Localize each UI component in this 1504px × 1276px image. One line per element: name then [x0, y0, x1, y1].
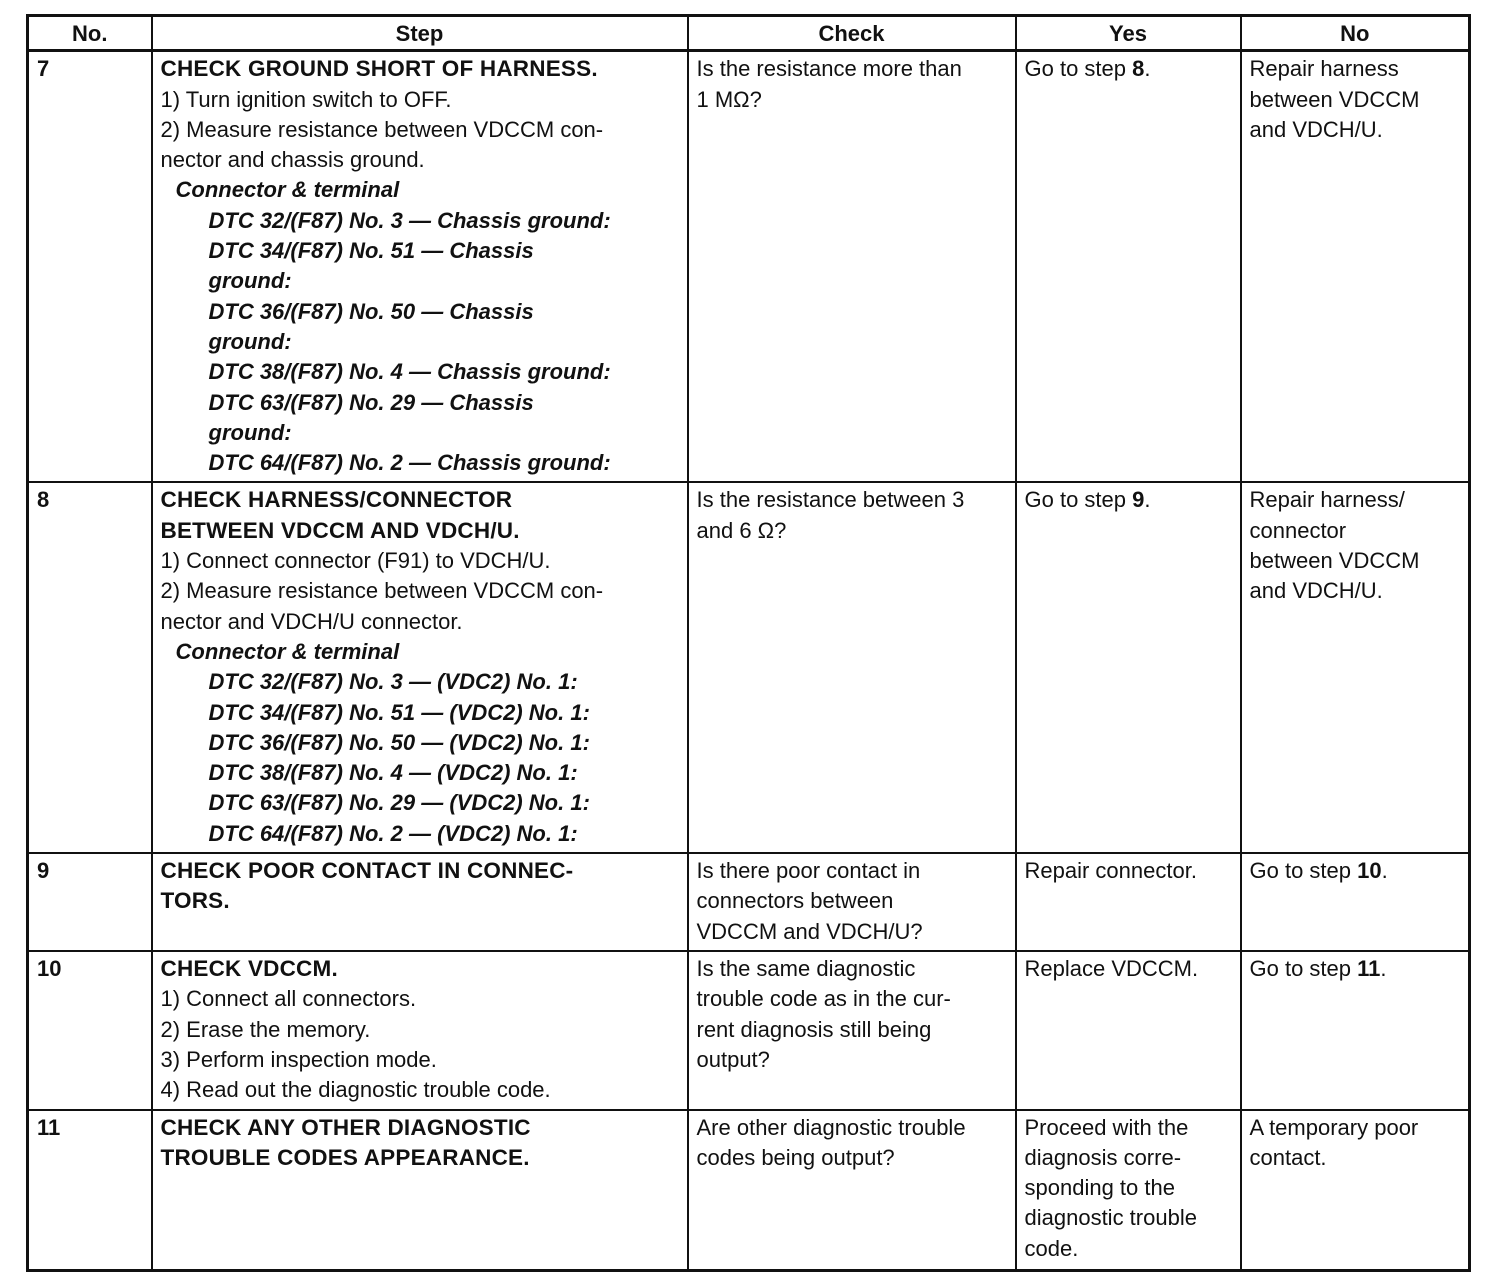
step-cell	[152, 482, 688, 853]
no-suffix: .	[1381, 858, 1388, 884]
instruction-line: 2) Measure resistance between VDCCM con-	[160, 116, 604, 142]
table-row	[28, 51, 1470, 483]
step-title: CHECK GROUND SHORT OF HARNESS.	[160, 56, 598, 82]
terminal-line: ground:	[208, 328, 292, 354]
terminal-line: DTC 34/(F87) No. 51 — Chassis	[208, 238, 534, 264]
yes-text: Go to step	[1024, 56, 1133, 82]
check-cell	[688, 951, 1016, 1109]
instruction-line: nector and VDCH/U connector.	[160, 608, 463, 634]
check-cell	[688, 482, 1016, 853]
step-cell	[152, 951, 688, 1109]
no-line: and VDCH/U.	[1249, 116, 1383, 142]
step-number: 11	[28, 1110, 152, 1271]
yes-line: code.	[1024, 1235, 1079, 1261]
yes-line: Proceed with the	[1024, 1114, 1189, 1140]
terminal-line: DTC 64/(F87) No. 2 — Chassis ground:	[208, 450, 611, 476]
yes-text: Repair connector.	[1024, 858, 1197, 884]
step-number: 8	[28, 482, 152, 853]
step-title: TORS.	[160, 888, 230, 914]
step-cell	[152, 853, 688, 951]
check-line: Is there poor contact in	[696, 858, 921, 884]
check-line: Are other diagnostic trouble	[696, 1114, 966, 1140]
no-text: Go to step	[1249, 956, 1358, 982]
step-reference: 11	[1357, 956, 1381, 982]
check-line: rent diagnosis still being	[696, 1016, 932, 1042]
no-cell	[1241, 853, 1470, 951]
table-header-row	[28, 16, 1470, 51]
no-cell	[1241, 951, 1470, 1109]
step-title: TROUBLE CODES APPEARANCE.	[160, 1144, 530, 1170]
yes-cell	[1016, 1110, 1241, 1271]
check-cell	[688, 51, 1016, 483]
terminal-line: DTC 34/(F87) No. 51 — (VDC2) No. 1:	[208, 699, 590, 725]
yes-suffix: .	[1144, 56, 1151, 82]
no-line: Repair harness/	[1249, 487, 1405, 513]
instruction-line: 3) Perform inspection mode.	[160, 1046, 437, 1072]
connector-terminal-heading: Connector & terminal	[175, 638, 400, 664]
step-reference: 8	[1132, 56, 1145, 82]
instruction-line: 2) Measure resistance between VDCCM con-	[160, 578, 604, 604]
check-line: VDCCM and VDCH/U?	[696, 918, 923, 944]
terminal-line: ground:	[208, 419, 292, 445]
terminal-line: DTC 38/(F87) No. 4 — Chassis ground:	[208, 359, 611, 385]
step-title: BETWEEN VDCCM AND VDCH/U.	[160, 517, 520, 543]
check-cell	[688, 1110, 1016, 1271]
connector-terminal-heading: Connector & terminal	[175, 177, 400, 203]
no-cell	[1241, 482, 1470, 853]
check-line: trouble code as in the cur-	[696, 986, 951, 1012]
step-cell	[152, 1110, 688, 1271]
no-line: A temporary poor	[1249, 1114, 1419, 1140]
table-row	[28, 1110, 1470, 1271]
step-title: CHECK HARNESS/CONNECTOR	[160, 487, 513, 513]
terminal-line: DTC 32/(F87) No. 3 — Chassis ground:	[208, 207, 611, 233]
yes-line: diagnostic trouble	[1024, 1205, 1197, 1231]
yes-text: Replace VDCCM.	[1024, 956, 1199, 982]
step-cell	[152, 51, 688, 483]
instruction-line: nector and chassis ground.	[160, 147, 425, 173]
no-line: Repair harness	[1249, 56, 1399, 82]
yes-line: sponding to the	[1024, 1175, 1175, 1201]
no-line: and VDCH/U.	[1249, 578, 1383, 604]
check-line: connectors between	[696, 888, 894, 914]
step-reference: 10	[1357, 858, 1382, 884]
header-step: Step	[152, 16, 688, 51]
instruction-line: 1) Connect all connectors.	[160, 986, 417, 1012]
instruction-line: 1) Connect connector (F91) to VDCH/U.	[160, 548, 551, 574]
terminal-line: DTC 63/(F87) No. 29 — (VDC2) No. 1:	[208, 790, 590, 816]
header-yes: Yes	[1016, 16, 1241, 51]
check-line: codes being output?	[696, 1144, 895, 1170]
step-reference: 9	[1132, 487, 1145, 513]
no-line: between VDCCM	[1249, 548, 1420, 574]
step-title: CHECK VDCCM.	[160, 956, 338, 982]
terminal-line: DTC 36/(F87) No. 50 — Chassis	[208, 298, 534, 324]
no-suffix: .	[1380, 956, 1387, 982]
check-line: 1 MΩ?	[696, 86, 762, 112]
check-line: output?	[696, 1046, 770, 1072]
step-number: 9	[28, 853, 152, 951]
instruction-line: 1) Turn ignition switch to OFF.	[160, 86, 452, 112]
yes-text: Go to step	[1024, 487, 1133, 513]
table-row	[28, 482, 1470, 853]
table-row	[28, 951, 1470, 1109]
terminal-line: ground:	[208, 268, 292, 294]
terminal-line: DTC 36/(F87) No. 50 — (VDC2) No. 1:	[208, 729, 590, 755]
header-check: Check	[688, 16, 1016, 51]
check-line: Is the resistance between 3	[696, 487, 965, 513]
check-line: Is the resistance more than	[696, 56, 962, 82]
no-cell	[1241, 51, 1470, 483]
yes-cell	[1016, 853, 1241, 951]
no-line: between VDCCM	[1249, 86, 1420, 112]
step-title: CHECK ANY OTHER DIAGNOSTIC	[160, 1114, 531, 1140]
step-title: CHECK POOR CONTACT IN CONNEC-	[160, 858, 574, 884]
no-line: connector	[1249, 517, 1347, 543]
check-line: Is the same diagnostic	[696, 956, 916, 982]
terminal-line: DTC 32/(F87) No. 3 — (VDC2) No. 1:	[208, 669, 578, 695]
yes-cell	[1016, 951, 1241, 1109]
diagnostic-procedure-table	[26, 14, 1471, 1272]
yes-cell	[1016, 482, 1241, 853]
header-no-action: No	[1241, 16, 1470, 51]
check-cell	[688, 853, 1016, 951]
no-line: contact.	[1249, 1144, 1327, 1170]
yes-line: diagnosis corre-	[1024, 1144, 1182, 1170]
instruction-line: 4) Read out the diagnostic trouble code.	[160, 1077, 551, 1103]
no-text: Go to step	[1249, 858, 1358, 884]
terminal-line: DTC 63/(F87) No. 29 — Chassis	[208, 389, 534, 415]
terminal-line: DTC 38/(F87) No. 4 — (VDC2) No. 1:	[208, 760, 578, 786]
instruction-line: 2) Erase the memory.	[160, 1016, 371, 1042]
terminal-line: DTC 64/(F87) No. 2 — (VDC2) No. 1:	[208, 820, 578, 846]
table-row	[28, 853, 1470, 951]
no-cell	[1241, 1110, 1470, 1271]
step-number: 10	[28, 951, 152, 1109]
header-no: No.	[28, 16, 152, 51]
yes-cell	[1016, 51, 1241, 483]
step-number: 7	[28, 51, 152, 483]
yes-suffix: .	[1144, 487, 1151, 513]
check-line: and 6 Ω?	[696, 517, 787, 543]
